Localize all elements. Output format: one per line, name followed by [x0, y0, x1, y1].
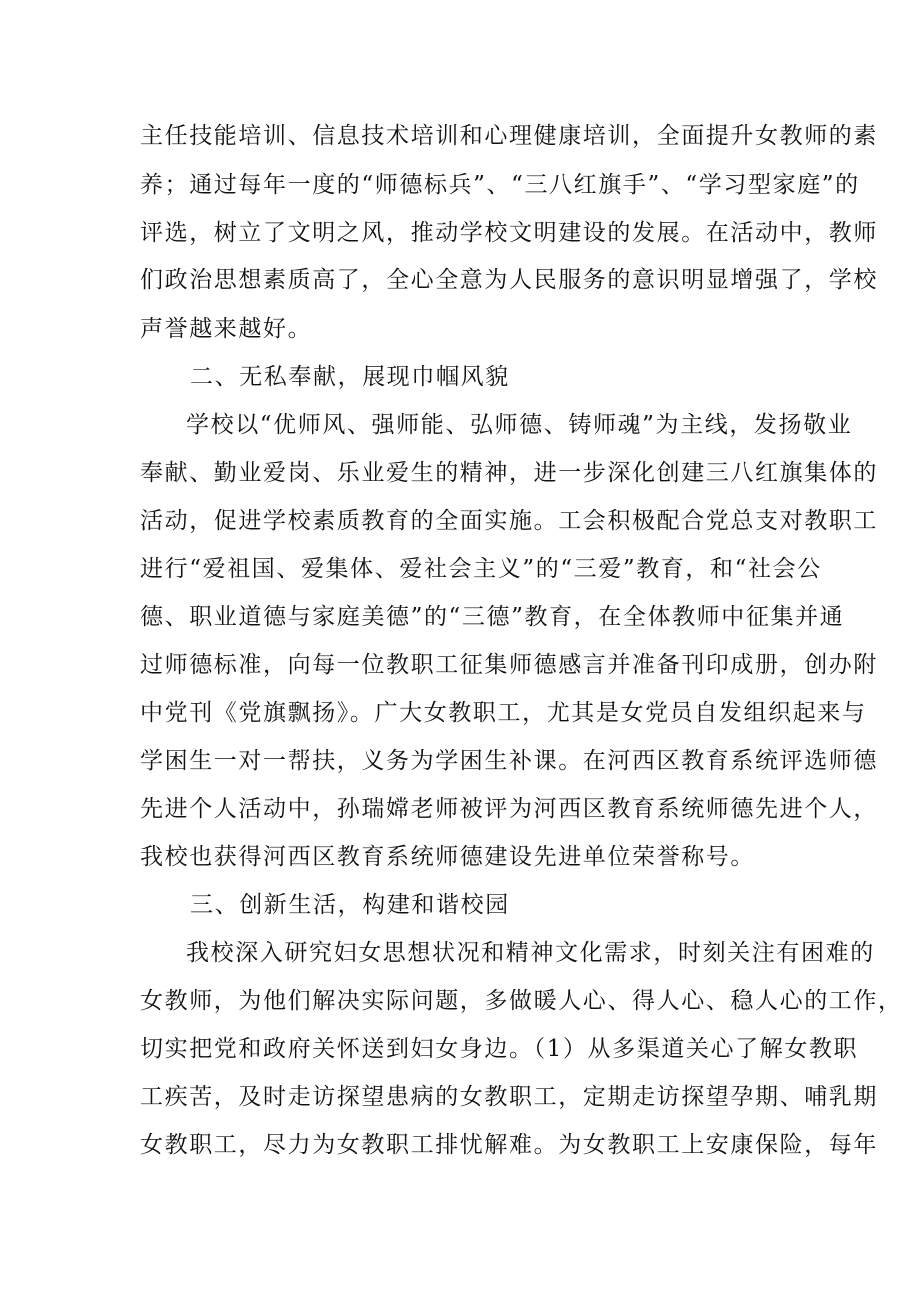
text-line: 中党刊《党旗飘扬》。广大女教职工，尤其是女党员自发组织起来与 — [140, 700, 867, 726]
text-line: 我校深入研究妇女思想状况和精神文化需求，时刻关注有困难的 — [186, 940, 875, 966]
text-line: 学困生一对一帮扶，义务为学困生补课。在河西区教育系统评选师德 — [140, 748, 878, 774]
text-line: 学校以“优师风、强师能、弘师德、铸师魂”为主线，发扬敬业 — [186, 412, 853, 438]
text-line: 奉献、勤业爱岗、乐业爱生的精神，进一步深化创建三八红旗集体的 — [140, 460, 878, 486]
text-line: 德、职业道德与家庭美德”的“三德”教育，在全体教师中征集并通 — [140, 604, 845, 630]
text-line: 我校也获得河西区教育系统师德建设先进单位荣誉称号。 — [140, 844, 755, 870]
text-line: 过师德标准，向每一位教职工征集师德感言并准备刊印成册，创办附 — [140, 652, 878, 678]
text-line: 女教师，为他们解决实际问题，多做暖人心、得人心、稳人心的工作， — [140, 988, 903, 1014]
section-heading: 三、创新生活，构建和谐校园 — [190, 892, 510, 918]
text-line: 评选，树立了文明之风，推动学校文明建设的发展。在活动中，教师 — [140, 220, 878, 246]
section-heading: 二、无私奉献，展现巾帼风貌 — [190, 364, 510, 390]
text-line: 声誉越来越好。 — [140, 316, 313, 342]
text-line: 女教职工，尽力为女教职工排忧解难。为女教职工上安康保险，每年 — [140, 1132, 878, 1158]
text-line: 切实把党和政府关怀送到妇女身边。（1）从多渠道关心了解女教职 — [140, 1036, 859, 1062]
text-line: 进行“爱祖国、爱集体、爱社会主义”的“三爱”教育，和“社会公 — [140, 556, 822, 582]
text-line: 们政治思想素质高了，全心全意为人民服务的意识明显增强了，学校 — [140, 267, 878, 293]
text-line: 工疾苦，及时走访探望患病的女教职工，定期走访探望孕期、哺乳期 — [140, 1084, 878, 1110]
text-line: 主任技能培训、信息技术培训和心理健康培训，全面提升女教师的素 — [140, 123, 878, 149]
text-line: 养；通过每年一度的“师德标兵”、“三八红旗手”、“学习型家庭”的 — [140, 172, 860, 198]
text-line: 活动，促进学校素质教育的全面实施。工会积极配合党总支对教职工 — [140, 508, 878, 534]
text-line: 先进个人活动中，孙瑞嫦老师被评为河西区教育系统师德先进个人， — [140, 796, 878, 822]
